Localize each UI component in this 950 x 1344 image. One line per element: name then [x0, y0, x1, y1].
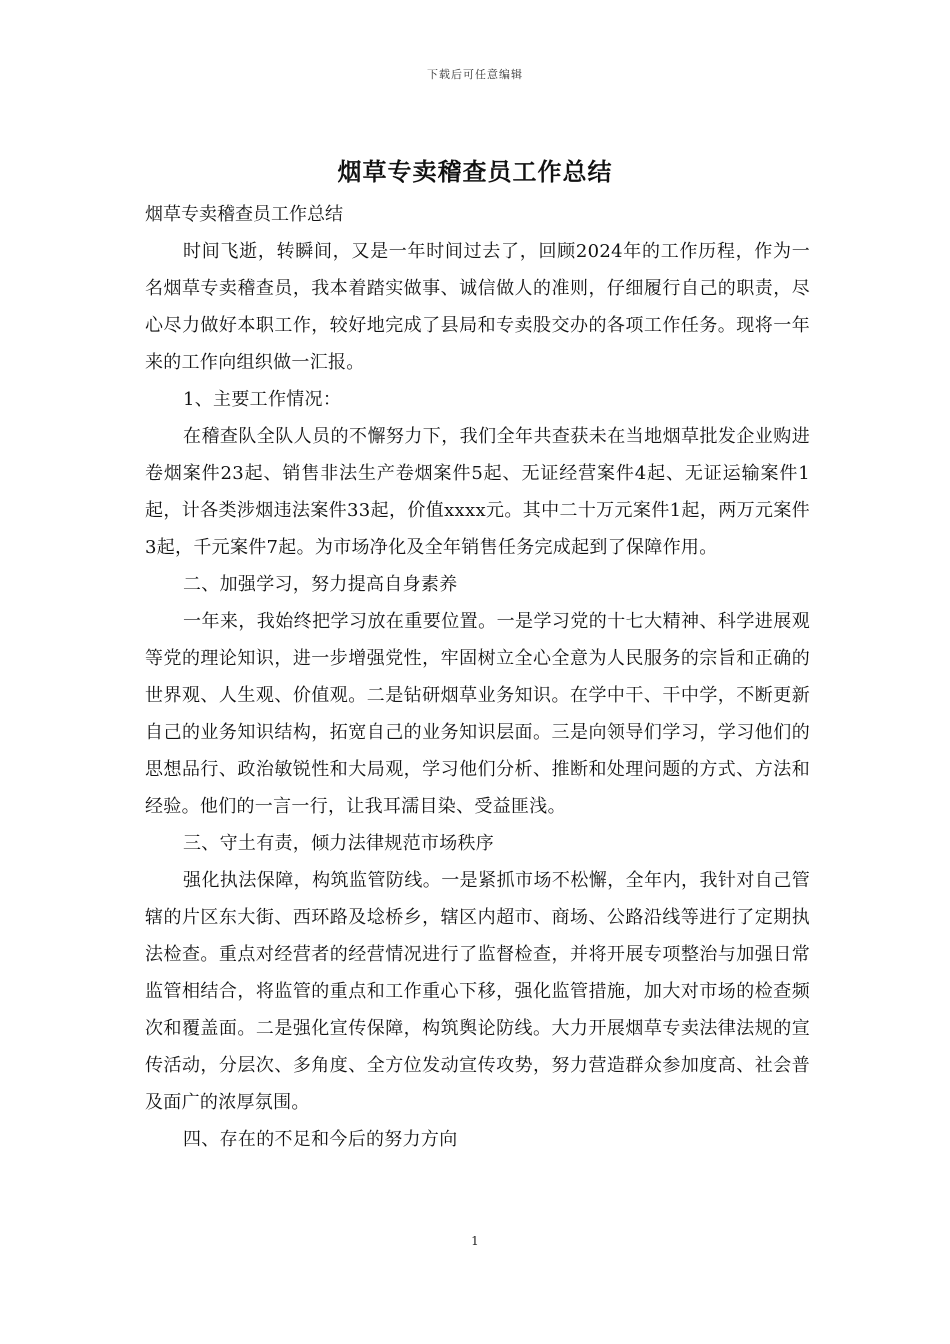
paragraph-intro: 时间飞逝，转瞬间，又是一年时间过去了，回顾2024年的工作历程，作为一名烟草专卖稽查员，我本着踏实做事、诚信做人的准则，仔细履行自己的职责，尽心尽力做好本职工作，较好地完成了县局和专卖股交办的各项工作任务。现将一年来的工作向组织做一汇报。 [145, 241, 810, 373]
section-heading-main-work: 1、主要工作情况： [183, 389, 342, 410]
section-heading-shortcomings: 四、存在的不足和今后的努力方向 [183, 1129, 458, 1150]
document-title: 烟草专卖稽查员工作总结 [337, 157, 613, 186]
paragraph-enforcement: 强化执法保障，构筑监管防线。一是紧抓市场不松懈，全年内，我针对自己管辖的片区东大街、西环路及埝桥乡，辖区内超市、商场、公路沿线等进行了定期执法检查。重点对经营者的经营情况进行了监督检查，并将开展专项整治与加强日常监管相结合，将监管的重点和工作重心下移，强化监管措施，加大对市场的检查频次和覆盖面。二是强化宣传保障，构筑舆论防线。大力开展烟草专卖法律法规的宣传活动，分层次、多角度、全方位发动宣传攻势，努力营造群众参加度高、社会普及面广的浓厚氛围。 [145, 870, 810, 1113]
page-number: 1 [471, 1234, 479, 1248]
paragraph-study: 一年来，我始终把学习放在重要位置。一是学习党的十七大精神、科学进展观等党的理论知识，进一步增强党性，牢固树立全心全意为人民服务的宗旨和正确的世界观、人生观、价值观。二是钻研烟草业务知识。在学中干、干中学，不断更新自己的业务知识结构，拓宽自己的业务知识层面。三是向领导们学习，学习他们的思想品行、政治敏锐性和大局观，学习他们分析、推断和处理问题的方式、方法和经验。他们的一言一行，让我耳濡目染、受益匪浅。 [145, 611, 810, 817]
section-heading-study: 二、加强学习，努力提高自身素养 [183, 574, 458, 595]
section-heading-market-order: 三、守土有责，倾力法律规范市场秩序 [183, 833, 495, 854]
page-header-note: 下载后可任意编辑 [427, 68, 523, 81]
document-subtitle: 烟草专卖稽查员工作总结 [145, 204, 343, 225]
paragraph-cases: 在稽查队全队人员的不懈努力下，我们全年共查获未在当地烟草批发企业购进卷烟案件23起、销售非法生产卷烟案件5起、无证经营案件4起、无证运输案件1起，计各类涉烟违法案件33起，价值xxxx元。其中二十万元案件1起，两万元案件3起，千元案件7起。为市场净化及全年销售任务完成起到了保障作用。 [145, 426, 810, 558]
document-body [145, 196, 810, 1158]
